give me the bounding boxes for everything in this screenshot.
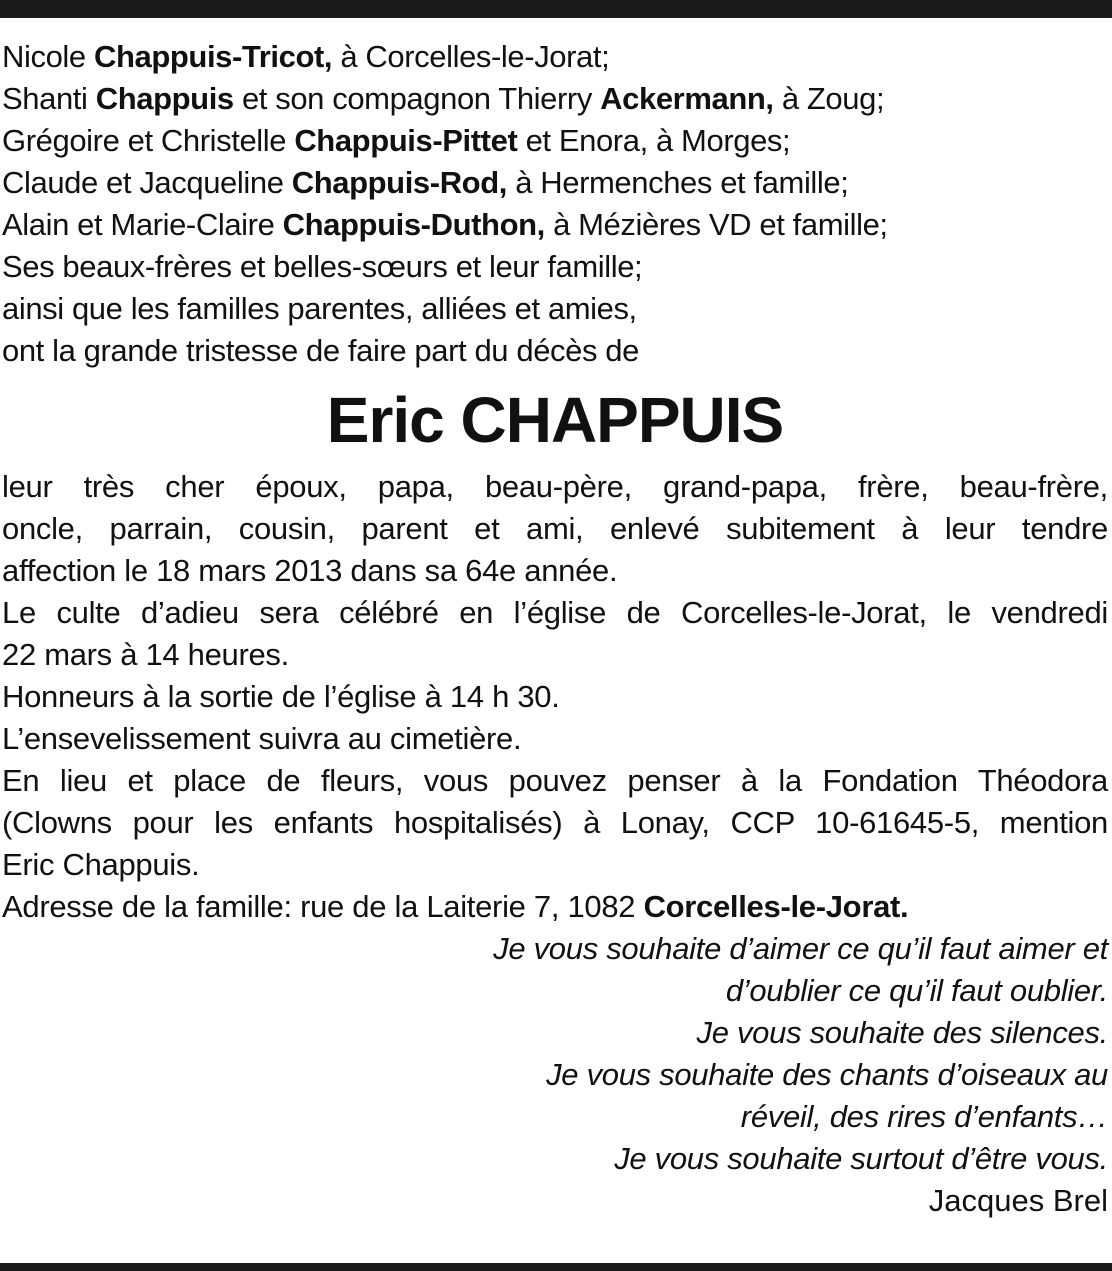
quote-line: Je vous souhaite des chants d’oiseaux au [546, 1057, 1108, 1092]
family-line: ainsi que les familles parentes, alliées et amies, [2, 291, 637, 326]
family-line: ont la grande tristesse de faire part du décès de [2, 333, 639, 368]
quote-author: Jacques Brel [928, 1183, 1108, 1218]
obituary-notice [2, 36, 1108, 1222]
body-line: Eric Chappuis. [2, 847, 200, 882]
family-line: Ses beaux-frères et belles-sœurs et leur famille; [2, 249, 643, 284]
deceased-name: Eric CHAPPUIS [326, 384, 784, 456]
closing-quote [2, 928, 1108, 1222]
body-line: L’ensevelissement suivra au cimetière. [2, 721, 522, 756]
top-rule [0, 0, 1112, 18]
quote-line: Je vous souhaite des silences. [696, 1015, 1108, 1050]
quote-line: Je vous souhaite surtout d’être vous. [614, 1141, 1108, 1176]
family-list [2, 36, 1108, 372]
body-line: oncle, parrain, cousin, parent et ami, enlevé subitement à leur tendre [2, 511, 1108, 546]
body-line: En lieu et place de fleurs, vous pouvez penser à la Fondation Théodora [2, 763, 1108, 798]
body-line: Le culte d’adieu sera célébré en l’église de Corcelles-le-Jorat, le vendredi [2, 595, 1108, 630]
body-line: affection le 18 mars 2013 dans sa 64e année. [2, 553, 618, 588]
quote-line: réveil, des rires d’enfants… [740, 1099, 1108, 1134]
notice-body [2, 466, 1108, 928]
body-line: 22 mars à 14 heures. [2, 637, 289, 672]
body-line: Honneurs à la sortie de l’église à 14 h 30. [2, 679, 560, 714]
family-address: Adresse de la famille: rue de la Laiterie 7, 1082 Corcelles-le-Jorat. [2, 889, 909, 924]
family-line: Grégoire et Christelle Chappuis-Pittet et Enora, à Morges; [2, 123, 791, 158]
quote-line: Je vous souhaite d’aimer ce qu’il faut aimer et [493, 931, 1108, 966]
quote-line: d’oublier ce qu’il faut oublier. [725, 973, 1108, 1008]
family-line: Nicole Chappuis-Tricot, à Corcelles-le-Jorat; [2, 39, 610, 74]
body-line: leur très cher époux, papa, beau-père, grand-papa, frère, beau-frère, [2, 469, 1108, 504]
body-line: (Clowns pour les enfants hospitalisés) à Lonay, CCP 10-61645-5, mention [2, 805, 1108, 840]
family-line: Shanti Chappuis et son compagnon Thierry Ackermann, à Zoug; [2, 81, 885, 116]
family-line: Claude et Jacqueline Chappuis-Rod, à Hermenches et famille; [2, 165, 849, 200]
bottom-rule [0, 1263, 1112, 1271]
family-line: Alain et Marie-Claire Chappuis-Duthon, à Mézières VD et famille; [2, 207, 888, 242]
